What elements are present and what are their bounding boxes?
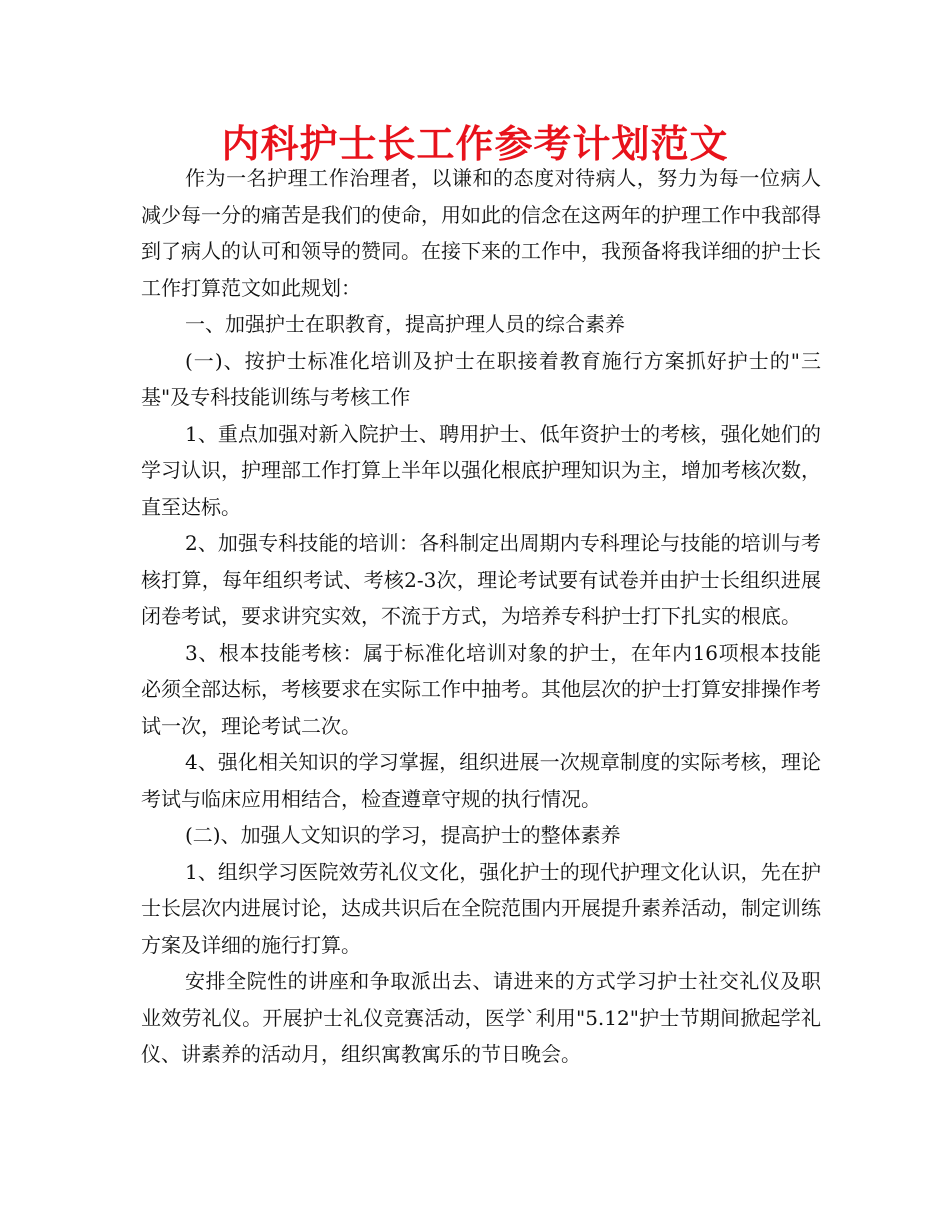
paragraph-intro: 作为一名护理工作治理者，以谦和的态度对待病人，努力为每一位病人减少每一分的痛苦是我们的使命，用如此的信念在这两年的护理工作中我部得到了病人的认可和领导的赞同。在接下来的工作中，我预备将我详细的护士长工作打算范文如此规划： (141, 166, 821, 300)
document-title: 内科护士长工作参考计划范文 (221, 122, 729, 166)
paragraph-closing: 安排全院性的讲座和争取派出去、请进来的方式学习护士社交礼仪及职业效劳礼仪。开展护士礼仪竞赛活动，医学`利用"5.12"护士节期间掀起学礼仪、讲素养的活动月，组织寓教寓乐的节日晚会。 (141, 969, 821, 1066)
list-item-3: 3、根本技能考核：属于标准化培训对象的护士，在年内16项根本技能必须全部达标，考核要求在实际工作中抽考。其他层次的护士打算安排操作考试一次，理论考试二次。 (141, 640, 821, 738)
list-item-5: 1、组织学习医院效劳礼仪文化，强化护士的现代护理文化认识，先在护士长层次内进展讨论，达成共识后在全院范围内开展提升素养活动，制定训练方案及详细的施行打算。 (141, 859, 821, 957)
list-item-4: 4、强化相关知识的学习掌握，组织进展一次规章制度的实际考核，理论考试与临床应用相结合，检查遵章守规的执行情况。 (141, 750, 821, 811)
document-body (141, 160, 821, 1073)
list-item-2: 2、加强专科技能的培训：各科制定出周期内专科理论与技能的培训与考核打算，每年组织考试、考核2-3次，理论考试要有试卷并由护士长组织进展闭卷考试，要求讲究实效，不流于方式，为培养专科护士打下扎实的根底。 (141, 531, 821, 628)
subsection-heading-1: (一)、按护士标准化培训及护士在职接着教育施行方案抓好护士的"三基"及专科技能训练与考核工作 (141, 348, 821, 409)
section-heading-1: 一、加强护士在职教育，提高护理人员的综合素养 (185, 312, 625, 336)
subsection-heading-2: (二)、加强人文知识的学习，提高护士的整体素养 (185, 823, 621, 847)
list-item-1: 1、重点加强对新入院护士、聘用护士、低年资护士的考核，强化她们的学习认识，护理部工作打算上半年以强化根底护理知识为主，增加考核次数，直至达标。 (141, 421, 821, 519)
